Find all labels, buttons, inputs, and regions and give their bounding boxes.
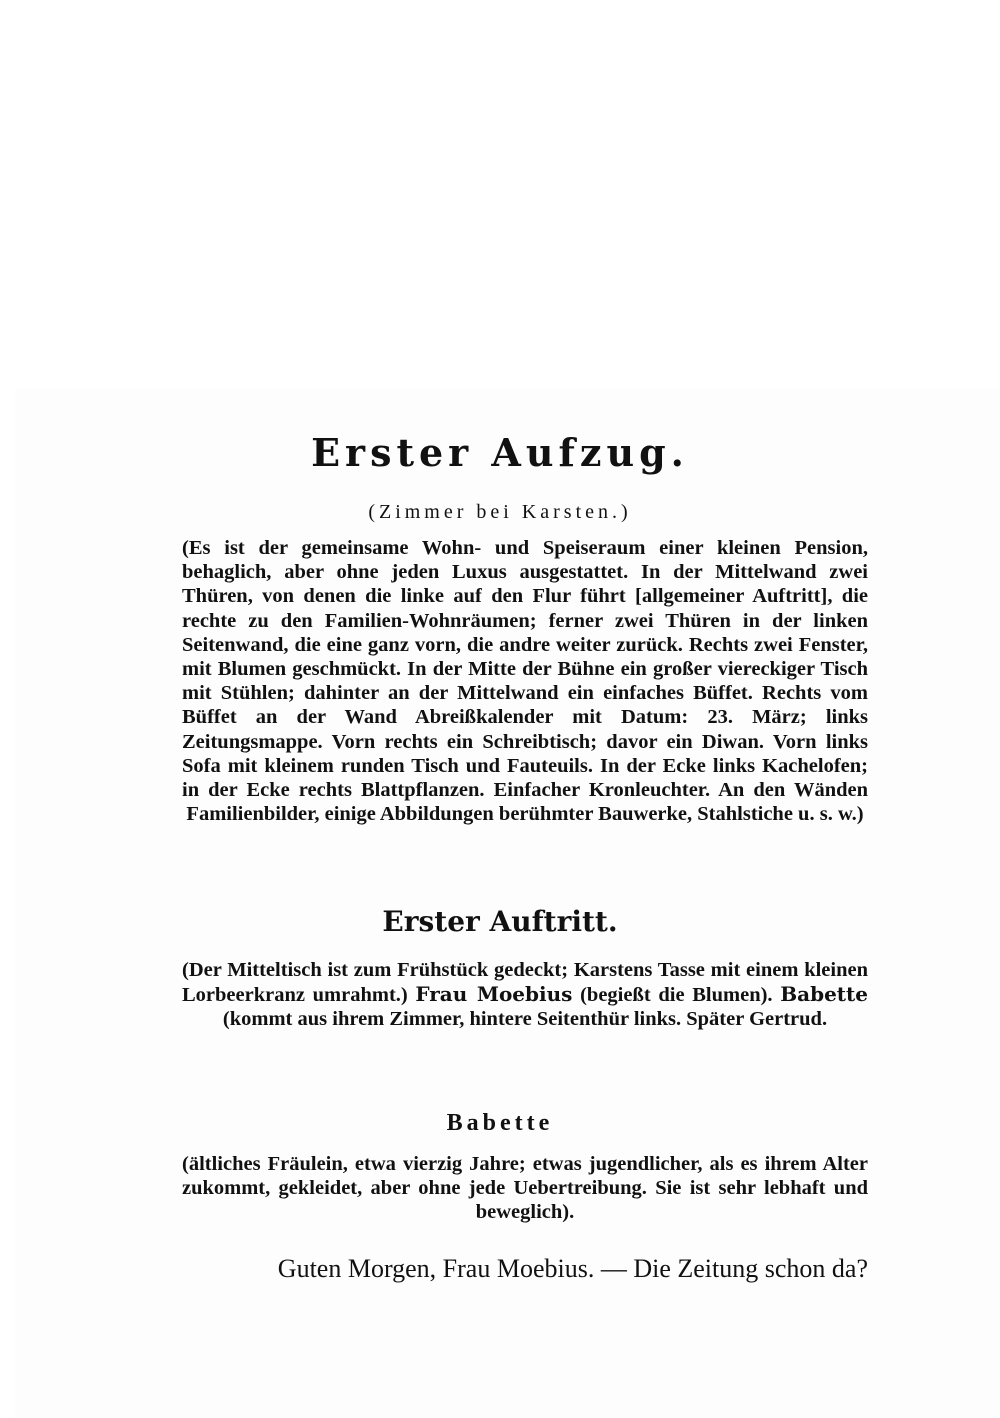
scene-title: Erster Auftritt. <box>382 905 618 938</box>
scene-stage-direction <box>182 958 868 1032</box>
character-name-babette: Babette <box>780 982 869 1007</box>
act-title: Erster Aufzug. <box>311 430 689 475</box>
character-description: (ältliches Fräulein, etwa vierzig Jahre; etwas jugendlicher, als es ihrem Alter zukommt, gekleidet, aber ohne jede Uebertreibung. Sie ist sehr lebhaft und beweglich). <box>182 1153 868 1224</box>
act-stage-direction: (Es ist der gemeinsame Wohn- und Speiseraum einer kleinen Pension, behaglich, aber ohne jeden Luxus ausgestattet. In der Mittelwand zwei Thüren, von denen die linke auf den Flur führt [allgemeiner Auftritt], die rechte zu den Familien-Wohnräumen; ferner zwei Thüren in der linken Seitenwand, die eine ganz vorn, die andre weiter zurück. Rechts zwei Fenster, mit Blumen geschmückt. In der Mitte der Bühne ein großer viereckiger Tisch mit Stühlen; dahinter an der Mittelwand ein einfaches Büffet. Rechts vom Büffet an der Wand Abreißkalender mit Datum: 23. März; links Zeitungsmappe. Vorn rechts ein Schreibtisch; davor ein Diwan. Vorn links Sofa mit kleinem runden Tisch und Fauteuils. In der Ecke links Kachelofen; in der Ecke rechts Blattpflanzen. Einfacher Kronleuchter. An den Wänden Familienbilder, einige Abbildungen berühmter Bauwerke, Stahlstiche u. s. w.) <box>182 537 868 826</box>
dialogue-line: Guten Morgen, Frau Moebius. — Die Zeitung schon da? <box>277 1254 868 1283</box>
scene-direction-text: (Der Mitteltisch ist zum Frühstück gedeckt; Karstens Tasse mit einem kleinen Lorbeerkranz umrahmt.) <box>182 959 868 1007</box>
scene-direction-text: (kommt aus ihrem Zimmer, hintere Seitenthür links. Später Gertrud. <box>222 1008 828 1031</box>
character-name-frau-moebius: Frau Moebius <box>415 982 573 1007</box>
act-setting: (Zimmer bei Karsten.) <box>368 501 632 523</box>
scene-direction-text: (begießt die Blumen). <box>572 984 781 1007</box>
speaker-name: Babette <box>446 1110 554 1136</box>
